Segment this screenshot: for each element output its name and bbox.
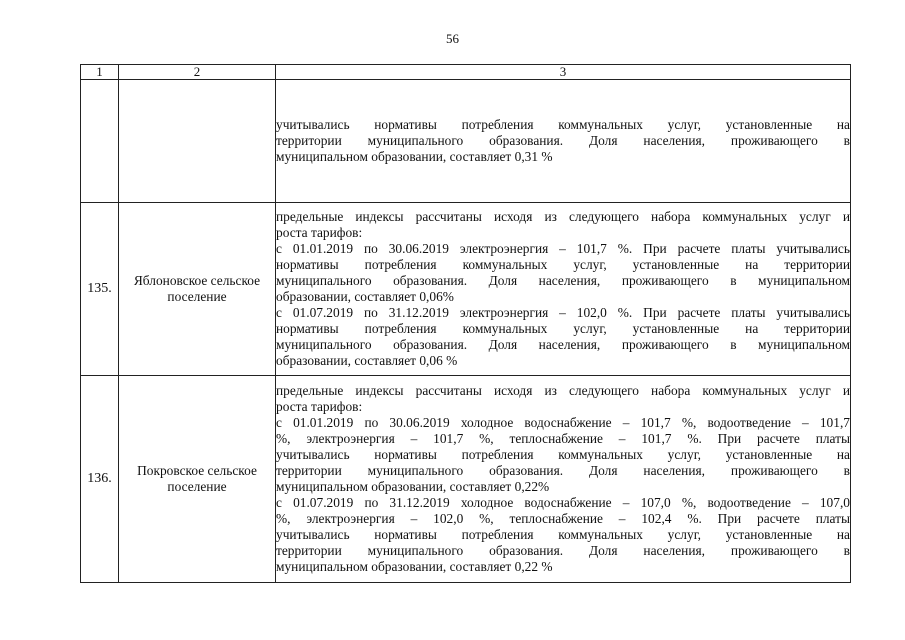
- description-line: предельные индексы рассчитаны исходя из следующего набора коммунальных услуг и: [276, 383, 850, 398]
- description-line: территории муниципального образования. Доля населения, проживающего в: [276, 543, 850, 558]
- column-number-1: 1: [81, 65, 119, 80]
- tariff-table: [80, 64, 851, 583]
- description-line: территории муниципального образования. Доля населения, проживающего в: [276, 133, 850, 148]
- description-line: муниципального образования. Доля населения, проживающего в муниципальном: [276, 337, 850, 352]
- column-number-3: 3: [276, 65, 851, 80]
- description-line: муниципальном образовании, составляет 0,22%: [276, 479, 550, 494]
- description-line: роста тарифов:: [276, 225, 363, 240]
- description-line: роста тарифов:: [276, 399, 363, 414]
- settlement-name-line: поселение: [167, 479, 227, 494]
- page-number: 56: [446, 31, 459, 46]
- settlement-name: [119, 376, 276, 583]
- description-line: с 01.01.2019 по 30.06.2019 электроэнергия – 101,7 %. При расчете платы учитывались: [276, 241, 850, 256]
- description-line: нормативы потребления коммунальных услуг, установленные на территории: [276, 257, 850, 272]
- table-row: [81, 80, 851, 203]
- tariff-description: [276, 376, 851, 583]
- description-line: с 01.07.2019 по 31.12.2019 электроэнергия – 102,0 %. При расчете платы учитывались: [276, 305, 850, 320]
- tariff-description: [276, 80, 851, 203]
- description-line: муниципальном образовании, составляет 0,31 %: [276, 149, 553, 164]
- settlement-name-line: Яблоновское сельское: [133, 273, 261, 288]
- row-number: 135.: [81, 203, 119, 376]
- description-line: образовании, составляет 0,06%: [276, 289, 454, 304]
- description-line: учитывались нормативы потребления коммунальных услуг, установленные на: [276, 527, 850, 542]
- description-line: учитывались нормативы потребления коммунальных услуг, установленные на: [276, 447, 850, 462]
- description-line: муниципальном образовании, составляет 0,22 %: [276, 559, 553, 574]
- row-number: 136.: [81, 376, 119, 583]
- description-line: предельные индексы рассчитаны исходя из следующего набора коммунальных услуг и: [276, 209, 850, 224]
- table-header-row: [81, 65, 851, 80]
- column-number-2: 2: [119, 65, 276, 80]
- description-line: нормативы потребления коммунальных услуг, установленные на территории: [276, 321, 850, 336]
- description-line: %, электроэнергия – 102,0 %, теплоснабжение – 102,4 %. При расчете платы: [276, 511, 850, 526]
- settlement-name-line: Покровское сельское: [137, 463, 257, 478]
- description-line: учитывались нормативы потребления коммунальных услуг, установленные на: [276, 117, 850, 132]
- table-row: [81, 376, 851, 583]
- settlement-name: [119, 80, 276, 203]
- description-line: %, электроэнергия – 101,7 %, теплоснабжение – 101,7 %. При расчете платы: [276, 431, 850, 446]
- description-line: муниципального образования. Доля населения, проживающего в муниципальном: [276, 273, 850, 288]
- description-line: территории муниципального образования. Доля населения, проживающего в: [276, 463, 850, 478]
- settlement-name: [119, 203, 276, 376]
- description-line: с 01.01.2019 по 30.06.2019 холодное водоснабжение – 101,7 %, водоотведение – 101,7: [276, 415, 850, 430]
- description-line: образовании, составляет 0,06 %: [276, 353, 458, 368]
- tariff-description: [276, 203, 851, 376]
- table-row: [81, 203, 851, 376]
- settlement-name-line: поселение: [167, 289, 227, 304]
- row-number: [81, 80, 119, 203]
- description-line: с 01.07.2019 по 31.12.2019 холодное водоснабжение – 107,0 %, водоотведение – 107,0: [276, 495, 850, 510]
